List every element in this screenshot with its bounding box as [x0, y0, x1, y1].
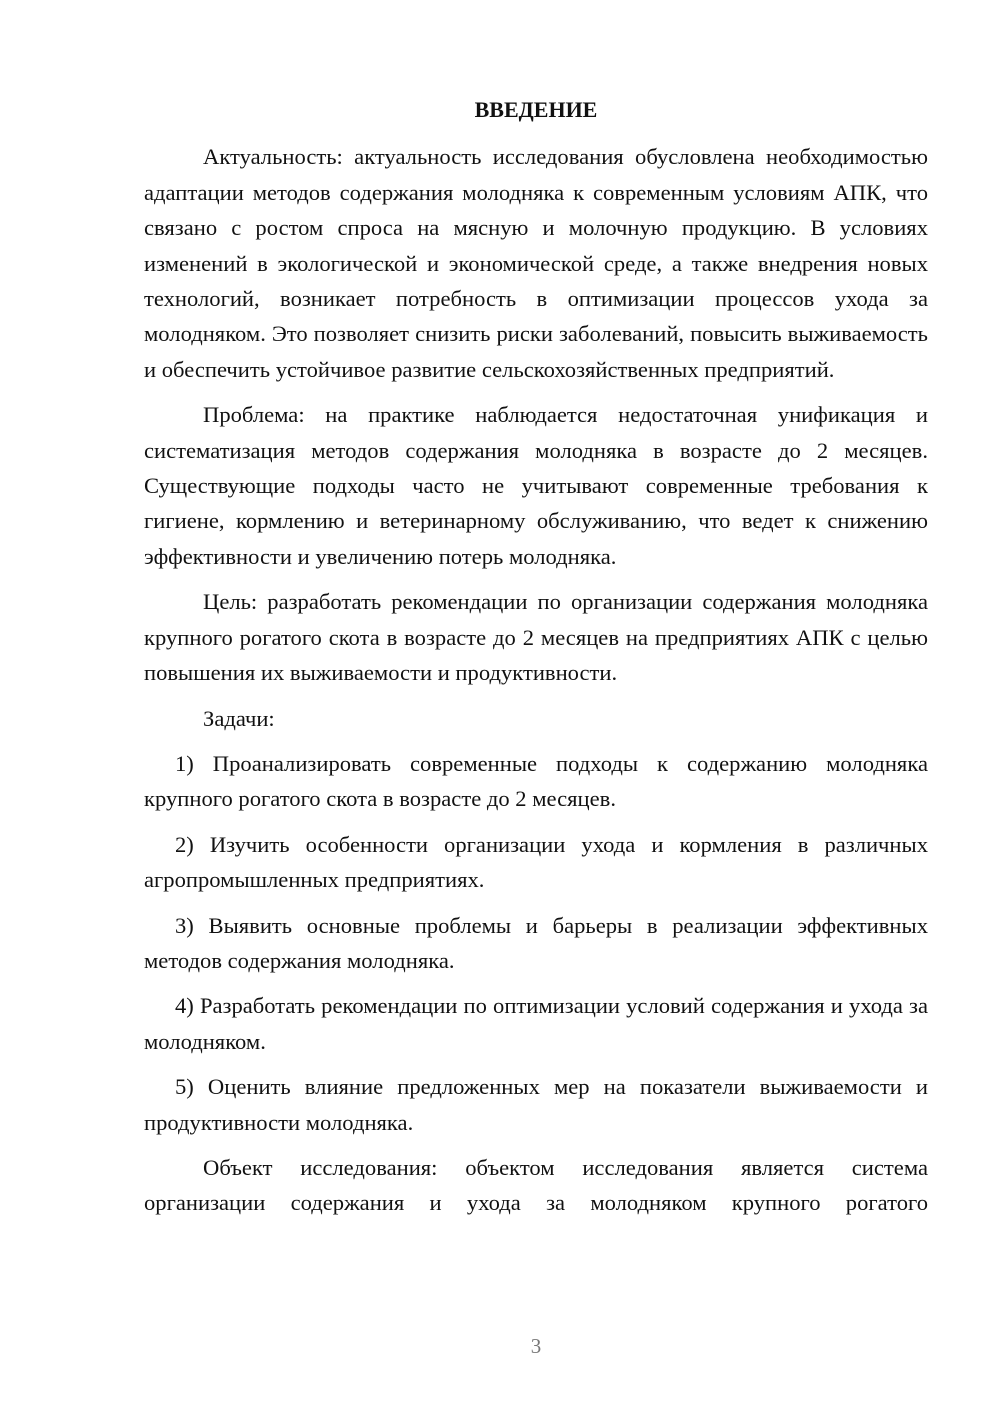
paragraph-goal: Цель: разработать рекомендации по организации содержания молодняка крупного рогатого скота в возрасте до 2 месяцев на предприятиях АПК с целью повышения их выживаемости и продуктивности.: [144, 589, 928, 686]
task-item-4: 4) Разработать рекомендации по оптимизации условий содержания и ухода за молодняком.: [144, 993, 928, 1054]
task-item-1: 1) Проанализировать современные подходы к содержанию молодняка крупного рогатого скота в возрасте до 2 месяцев.: [144, 750, 928, 812]
paragraph-relevance: Актуальность: актуальность исследования обусловлена необходимостью адаптации методов содержания молодняка к современным условиям АПК, что связано с ростом спроса на мясную и молочную продукцию. В условиях изменений в экологической и экономической среде, а также внедрения новых технологий, возникает потребность в оптимизации процессов ухода за молодняком. Это позволяет снизить риски заболеваний, повысить выживаемость и обеспечить устойчивое развитие сельскохозяйственных предприятий.: [144, 144, 928, 382]
task-item-3: 3) Выявить основные проблемы и барьеры в реализации эффективных методов содержания молодняка.: [144, 912, 928, 973]
task-item-5: 5) Оценить влияние предложенных мер на показатели выживаемости и продуктивности молодняка.: [144, 1074, 928, 1135]
paragraph-problem: Проблема: на практике наблюдается недостаточная унификация и систематизация методов содержания молодняка в возрасте до 2 месяцев. Существующие подходы часто не учитывают современные требования к гигиене, кормлению и ветеринарному обслуживанию, что ведет к снижению эффективности и увеличению потерь молодняка.: [144, 402, 928, 569]
paragraph-object: Объект исследования: объектом исследования является система организации содержания и ухода за молодняком крупного рогатого: [144, 1154, 928, 1216]
task-item-2: 2) Изучить особенности организации ухода и кормления в различных агропромышленных предприятиях.: [144, 831, 928, 893]
tasks-heading: Задачи:: [203, 705, 275, 731]
page-title: ВВЕДЕНИЕ: [474, 97, 598, 122]
page-number: 3: [530, 1334, 542, 1358]
document-page: [144, 92, 928, 1221]
